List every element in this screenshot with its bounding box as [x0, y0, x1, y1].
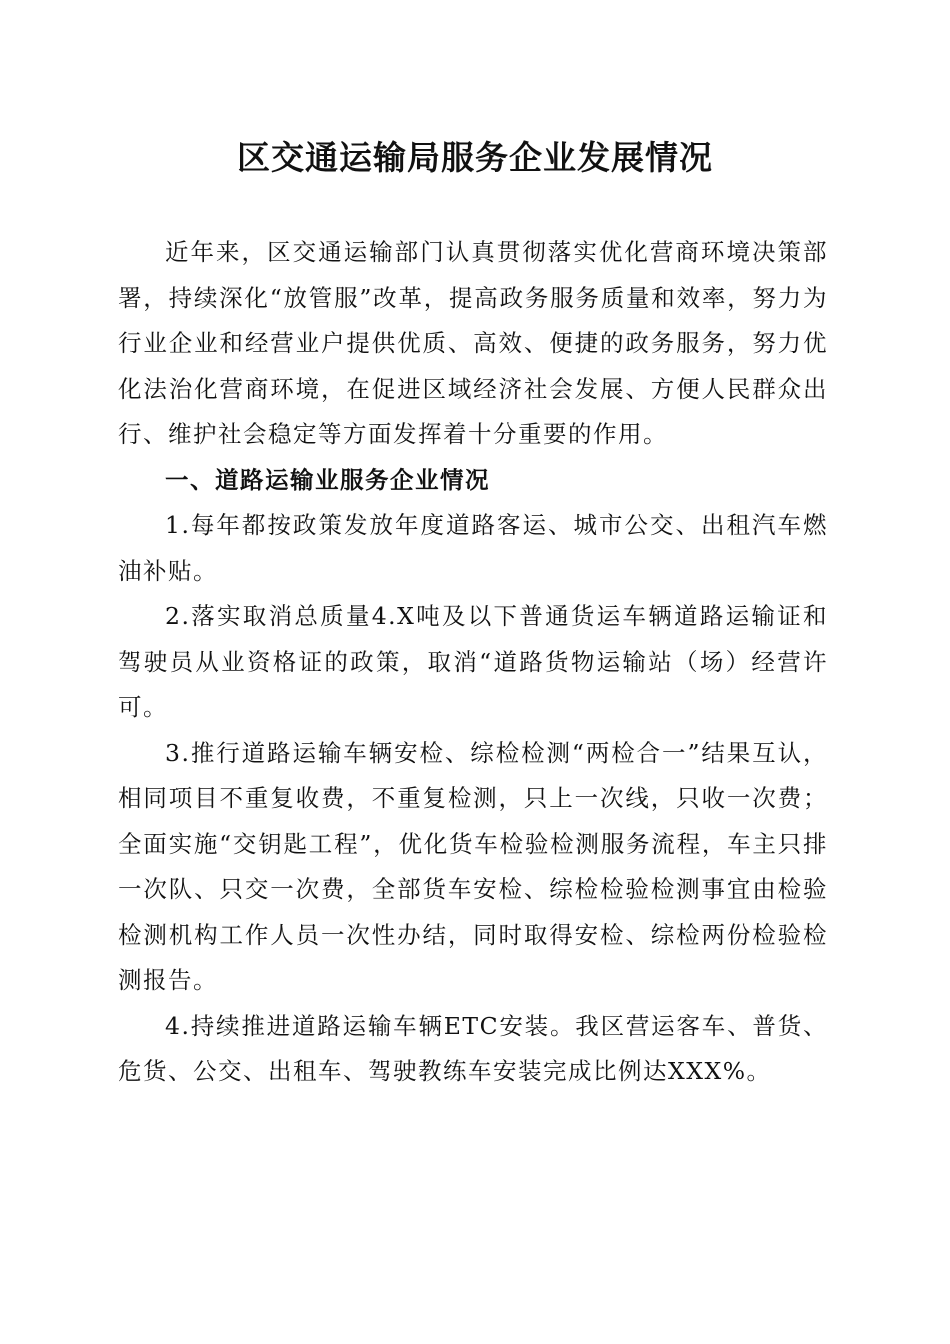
intro-paragraph: 近年来，区交通运输部门认真贯彻落实优化营商环境决策部署，持续深化“放管服”改革，提高政务服务质量和效率，努力为行业企业和经营业户提供优质、高效、便捷的政务服务，努力优化法治化营商环境，在促进区域经济社会发展、方便人民群众出行、维护社会稳定等方面发挥着十分重要的作用。	[118, 238, 828, 448]
list-item: 4.持续推进道路运输车辆ETC安装。我区营运客车、普货、危货、公交、出租车、驾驶教练车安装完成比例达XXX%。	[118, 1011, 828, 1085]
document-title: 区交通运输局服务企业发展情况	[237, 138, 713, 177]
list-item: 1.每年都按政策发放年度道路客运、城市公交、出租汽车燃油补贴。	[118, 511, 828, 585]
list-item: 2.落实取消总质量4.X吨及以下普通货运车辆道路运输证和驾驶员从业资格证的政策，取消“道路货物运输站（场）经营许可。	[118, 602, 828, 721]
list-item: 3.推行道路运输车辆安检、综检检测“两检合一”结果互认，相同项目不重复收费，不重复检测，只上一次线，只收一次费；全面实施“交钥匙工程”，优化货车检验检测服务流程，车主只排一次队、只交一次费，全部货车安检、综检检验检测事宜由检验检测机构工作人员一次性办结，同时取得安检、综检两份检验检测报告。	[118, 738, 828, 994]
section-heading: 一、道路运输业服务企业情况	[165, 465, 490, 494]
document-body	[118, 230, 828, 1095]
